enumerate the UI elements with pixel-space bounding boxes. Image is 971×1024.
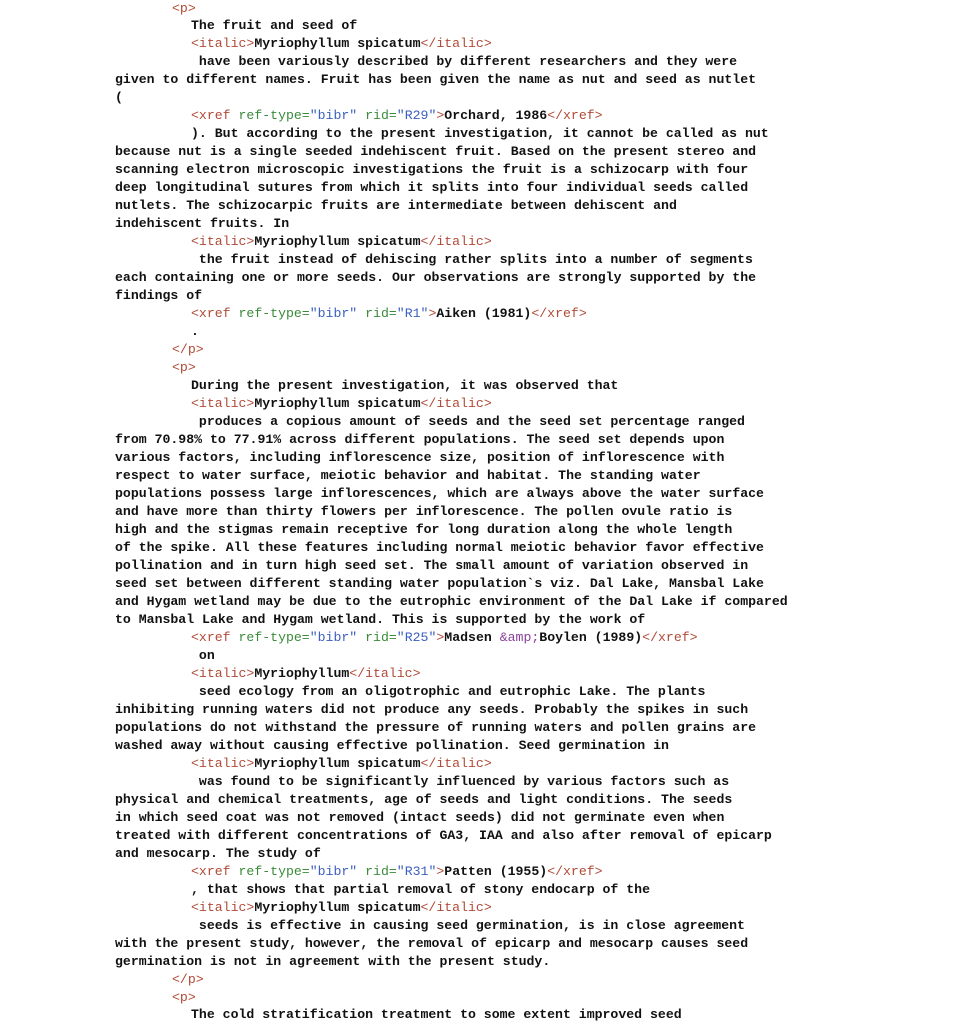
text-line: have been variously described by different researchers and they were	[191, 54, 738, 69]
text-line: in which seed coat was not removed (intact seeds) did not germinate even when	[115, 810, 725, 825]
text-line: findings of	[115, 288, 203, 303]
text-line: and Hygam wetland may be due to the eutrophic environment of the Dal Lake if compared	[115, 594, 788, 609]
text-line: was found to be significantly influenced by various factors such as	[191, 774, 730, 789]
p-close-tag: </p>	[172, 972, 204, 987]
text-line: washed away without causing effective pollination. Seed germination in	[115, 738, 669, 753]
text-line: of the spike. All these features including normal meiotic behavior favor effective	[115, 540, 764, 555]
text-line: each containing one or more seeds. Our observations are strongly supported by the	[115, 270, 757, 285]
xref-citation-r31[interactable]: <xref ref-type="bibr" rid="R31">Patten (1955)</xref>	[191, 864, 603, 879]
p-open-tag: <p>	[172, 990, 196, 1005]
text-line: inhibiting running waters did not produce any seeds. Probably the spikes in such	[115, 702, 749, 717]
text-line: because nut is a single seeded indehiscent fruit. Based on the present stereo and	[115, 144, 757, 159]
text-line: nutlets. The schizocarpic fruits are intermediate between dehiscent and	[115, 198, 677, 213]
text-line: the fruit instead of dehiscing rather splits into a number of segments	[191, 252, 753, 267]
text-line: physical and chemical treatments, age of seeds and light conditions. The seeds	[115, 792, 733, 807]
italic-element: <italic>Myriophyllum spicatum</italic>	[191, 756, 492, 771]
text-line: populations do not withstand the pressure of running waters and pollen grains are	[115, 720, 757, 735]
text-line: on	[191, 648, 215, 663]
text-line: to Mansbal Lake and Hygam wetland. This is supported by the work of	[115, 612, 646, 627]
xref-citation-r29[interactable]: <xref ref-type="bibr" rid="R29">Orchard, 1986</xref>	[191, 108, 603, 123]
text-line: seed set between different standing water population`s viz. Dal Lake, Mansbal Lake	[115, 576, 764, 591]
text-line: The fruit and seed of	[191, 18, 358, 33]
text-line: various factors, including inflorescence size, position of inflorescence with	[115, 450, 725, 465]
italic-element: <italic>Myriophyllum spicatum</italic>	[191, 396, 492, 411]
text-line: respect to water surface, meiotic behavior and habitat. The standing water	[115, 468, 701, 483]
text-line: and mesocarp. The study of	[115, 846, 321, 861]
italic-element: <italic>Myriophyllum spicatum</italic>	[191, 234, 492, 249]
text-line: deep longitudinal sutures from which it splits into four individual seeds called	[115, 180, 749, 195]
text-line: scanning electron microscopic investigations the fruit is a schizocarp with four	[115, 162, 749, 177]
xref-citation-r25[interactable]: <xref ref-type="bibr" rid="R25">Madsen &amp;Boylen (1989)</xref>	[191, 630, 698, 645]
text-line: .	[191, 324, 199, 339]
italic-element: <italic>Myriophyllum spicatum</italic>	[191, 900, 492, 915]
italic-element: <italic>Myriophyllum</italic>	[191, 666, 421, 681]
text-line: and have more than thirty flowers per inflorescence. The pollen ovule ratio is	[115, 504, 733, 519]
text-line: pollination and in turn high seed set. The small amount of variation observed in	[115, 558, 749, 573]
text-line: , that shows that partial removal of stony endocarp of the	[191, 882, 650, 897]
text-line: populations possess large inflorescences, which are always above the water surface	[115, 486, 764, 501]
text-line: from 70.98% to 77.91% across different populations. The seed set depends upon	[115, 432, 725, 447]
text-line: given to different names. Fruit has been given the name as nut and seed as nutlet	[115, 72, 757, 87]
text-line: The cold stratification treatment to some extent improved seed	[191, 1007, 682, 1022]
text-line: germination is not in agreement with the present study.	[115, 954, 551, 969]
text-line: produces a copious amount of seeds and the seed set percentage ranged	[191, 414, 745, 429]
text-line: with the present study, however, the removal of epicarp and mesocarp causes seed	[115, 936, 749, 951]
italic-element: <italic>Myriophyllum spicatum</italic>	[191, 36, 492, 51]
text-line: (	[115, 90, 123, 105]
p-open-tag: <p>	[172, 1, 196, 16]
text-line: seeds is effective in causing seed germination, is in close agreement	[191, 918, 745, 933]
text-line: high and the stigmas remain receptive for long duration along the whole length	[115, 522, 733, 537]
p-close-tag: </p>	[172, 342, 204, 357]
text-line: ). But according to the present investigation, it cannot be called as nut	[191, 126, 769, 141]
text-line: During the present investigation, it was observed that	[191, 378, 619, 393]
text-line: treated with different concentrations of GA3, IAA and also after removal of epicarp	[115, 828, 772, 843]
text-line: indehiscent fruits. In	[115, 216, 290, 231]
xref-citation-r1[interactable]: <xref ref-type="bibr" rid="R1">Aiken (1981)</xref>	[191, 306, 587, 321]
p-open-tag: <p>	[172, 360, 196, 375]
text-line: seed ecology from an oligotrophic and eutrophic Lake. The plants	[191, 684, 706, 699]
